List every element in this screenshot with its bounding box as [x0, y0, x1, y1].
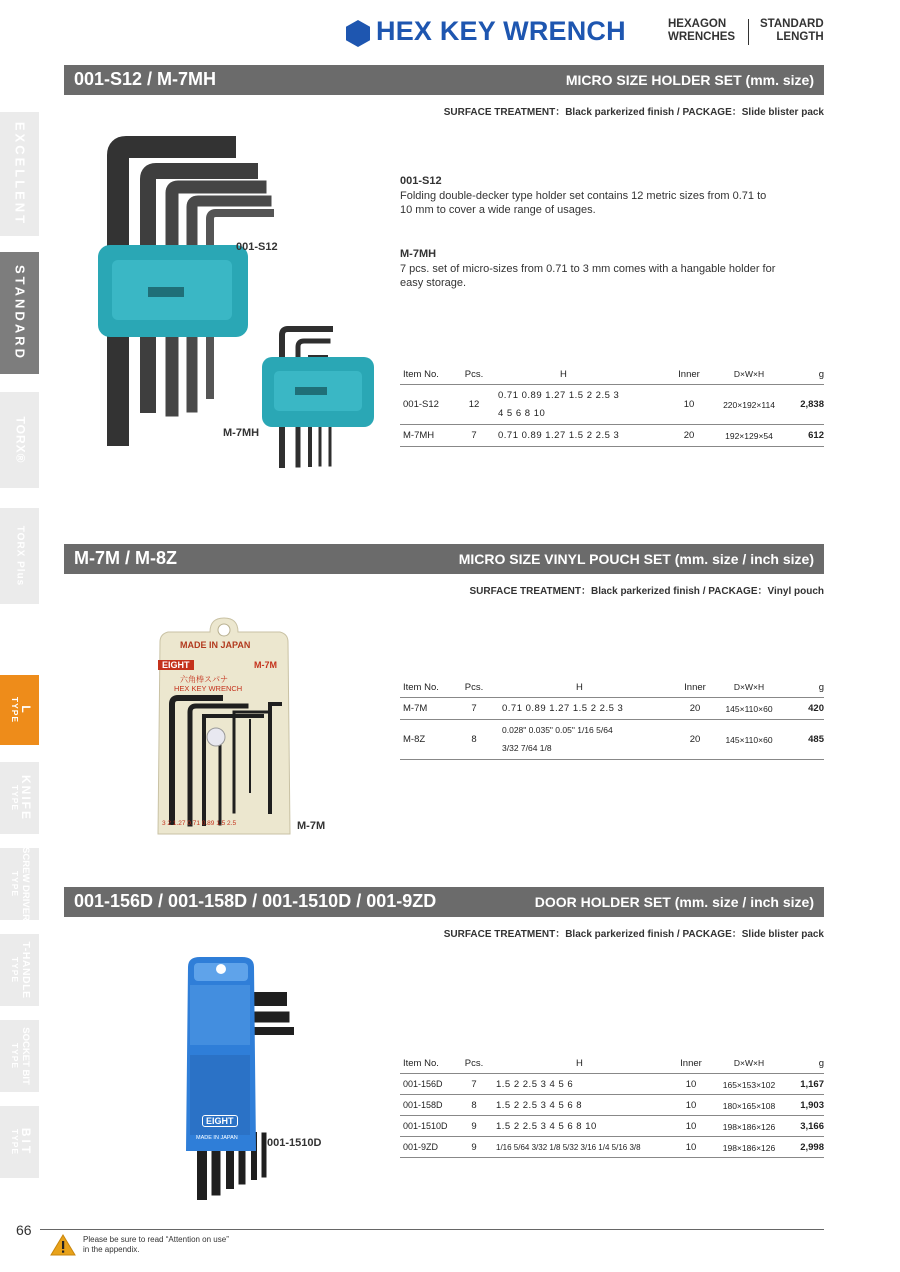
- page-title: HEX KEY WRENCH: [376, 16, 626, 46]
- section-bar-micro-holder: [64, 65, 824, 95]
- surface-treatment: SURFACE TREATMENT：Black parkerized finish / PACKAGE：Slide blister pack: [443, 929, 824, 940]
- tab-screw-driver-type[interactable]: SCREW DRIVER TYPE: [0, 848, 39, 920]
- tab-l-type[interactable]: L TYPE: [0, 675, 39, 745]
- table-header: Item No. Pcs. H Inner D×W×H g: [400, 363, 824, 385]
- table-header: Item No. Pcs. H Inner D×W×H g: [400, 676, 824, 698]
- table-row: M-7MH 7 0.71 0.89 1.27 1.5 2 2.5 3 20 192×129×54 612: [400, 425, 824, 447]
- table-header: Item No. Pcs. H Inner D×W×H g: [400, 1052, 824, 1074]
- spec-table-micro-holder: [400, 363, 824, 447]
- table-row: 001-S12 12 0.71 0.89 1.27 1.5 2 2.5 3 4 5 6 8 10 10 220×192×114 2,838: [400, 385, 824, 425]
- section-bar-door-holder: [64, 887, 824, 917]
- table-row: 001-9ZD 9 1/16 5/64 3/32 1/8 5/32 3/16 1/4 5/16 3/8 10 198×186×126 2,998: [400, 1137, 824, 1158]
- page-header: [346, 14, 836, 52]
- attention-note: Please be sure to read “Attention on use” in the appendix.: [83, 1235, 229, 1254]
- warning-icon: [50, 1234, 76, 1256]
- table-row: M-7M 7 0.71 0.89 1.27 1.5 2 2.5 3 20 145×110×60 420: [400, 698, 824, 720]
- image-label-m-7m: M-7M: [297, 820, 326, 832]
- surface-treatment: SURFACE TREATMENT：Black parkerized finish / PACKAGE：Vinyl pouch: [469, 586, 824, 597]
- tab-excellent[interactable]: EXCELLENT: [0, 112, 39, 236]
- hexagon-icon: [346, 20, 370, 47]
- image-label-m-7mh: M-7MH: [223, 427, 260, 439]
- category-label: HEXAGON WRENCHES: [668, 18, 736, 43]
- section-subtitle: MICRO SIZE VINYL POUCH SET (mm. size / inch size): [458, 551, 814, 567]
- spec-table-door-holder: [400, 1052, 824, 1158]
- description-001-s12: 001-S12 Folding double-decker type holder set contains 12 metric sizes from 0.71 to 10 mm to cover a wide range of usages.: [400, 175, 767, 216]
- tab-bit-type[interactable]: BIT TYPE: [0, 1106, 39, 1178]
- product-image-001-1510d: EIGHT MADE IN JAPAN: [180, 955, 300, 1207]
- spec-table-vinyl-pouch: [400, 676, 824, 760]
- type-label: STANDARD LENGTH: [760, 18, 824, 43]
- section-title: 001-S12 / M-7MH: [74, 69, 217, 89]
- product-image-001-s12-m-7mh: [90, 135, 390, 495]
- tab-torx-plus[interactable]: TORX Plus: [0, 508, 39, 604]
- section-bar-vinyl-pouch: [64, 544, 824, 574]
- table-row: M-8Z 8 0.028" 0.035" 0.05" 1/16 5/64 3/32 7/64 1/8 20 145×110×60 485: [400, 720, 824, 760]
- door-holder: [180, 955, 300, 1207]
- image-label-001-s12: 001-S12: [236, 241, 278, 253]
- image-label-001-1510d: 001-1510D: [267, 1137, 322, 1149]
- tab-t-handle-type[interactable]: T-HANDLE TYPE: [0, 934, 39, 1006]
- section-title: M-7M / M-8Z: [74, 548, 177, 568]
- tab-knife-type[interactable]: KNIFE TYPE: [0, 762, 39, 834]
- section-title: 001-156D / 001-158D / 001-1510D / 001-9ZD: [74, 891, 437, 911]
- footer-divider: [40, 1229, 824, 1230]
- product-image-m-7m: MADE IN JAPAN EIGHT M-7M 六角棒スパナ HEX KEY WRENCH 3 2 1.27 0.71 0.89 1.5 2.5: [150, 612, 298, 840]
- tab-torx[interactable]: TORX®: [0, 392, 39, 488]
- description-m-7mh: M-7MH 7 pcs. set of micro-sizes from 0.71 to 3 mm comes with a hangable holder for easy storage.: [400, 248, 776, 289]
- tab-socket-bit-type[interactable]: SOCKET BIT TYPE: [0, 1020, 39, 1092]
- section-subtitle: DOOR HOLDER SET (mm. size / inch size): [534, 894, 814, 910]
- table-row: 001-156D 7 1.5 2 2.5 3 4 5 6 10 165×153×102 1,167: [400, 1074, 824, 1095]
- tab-standard[interactable]: STANDARD: [0, 252, 39, 374]
- table-row: 001-158D 8 1.5 2 2.5 3 4 5 6 8 10 180×165×108 1,903: [400, 1095, 824, 1116]
- page-number: 66: [16, 1222, 32, 1238]
- section-subtitle: MICRO SIZE HOLDER SET (mm. size): [565, 72, 814, 88]
- table-row: 001-1510D 9 1.5 2 2.5 3 4 5 6 8 10 10 198×186×126 3,166: [400, 1116, 824, 1137]
- surface-treatment: SURFACE TREATMENT：Black parkerized finish / PACKAGE：Slide blister pack: [443, 107, 824, 118]
- header-divider: [748, 19, 749, 45]
